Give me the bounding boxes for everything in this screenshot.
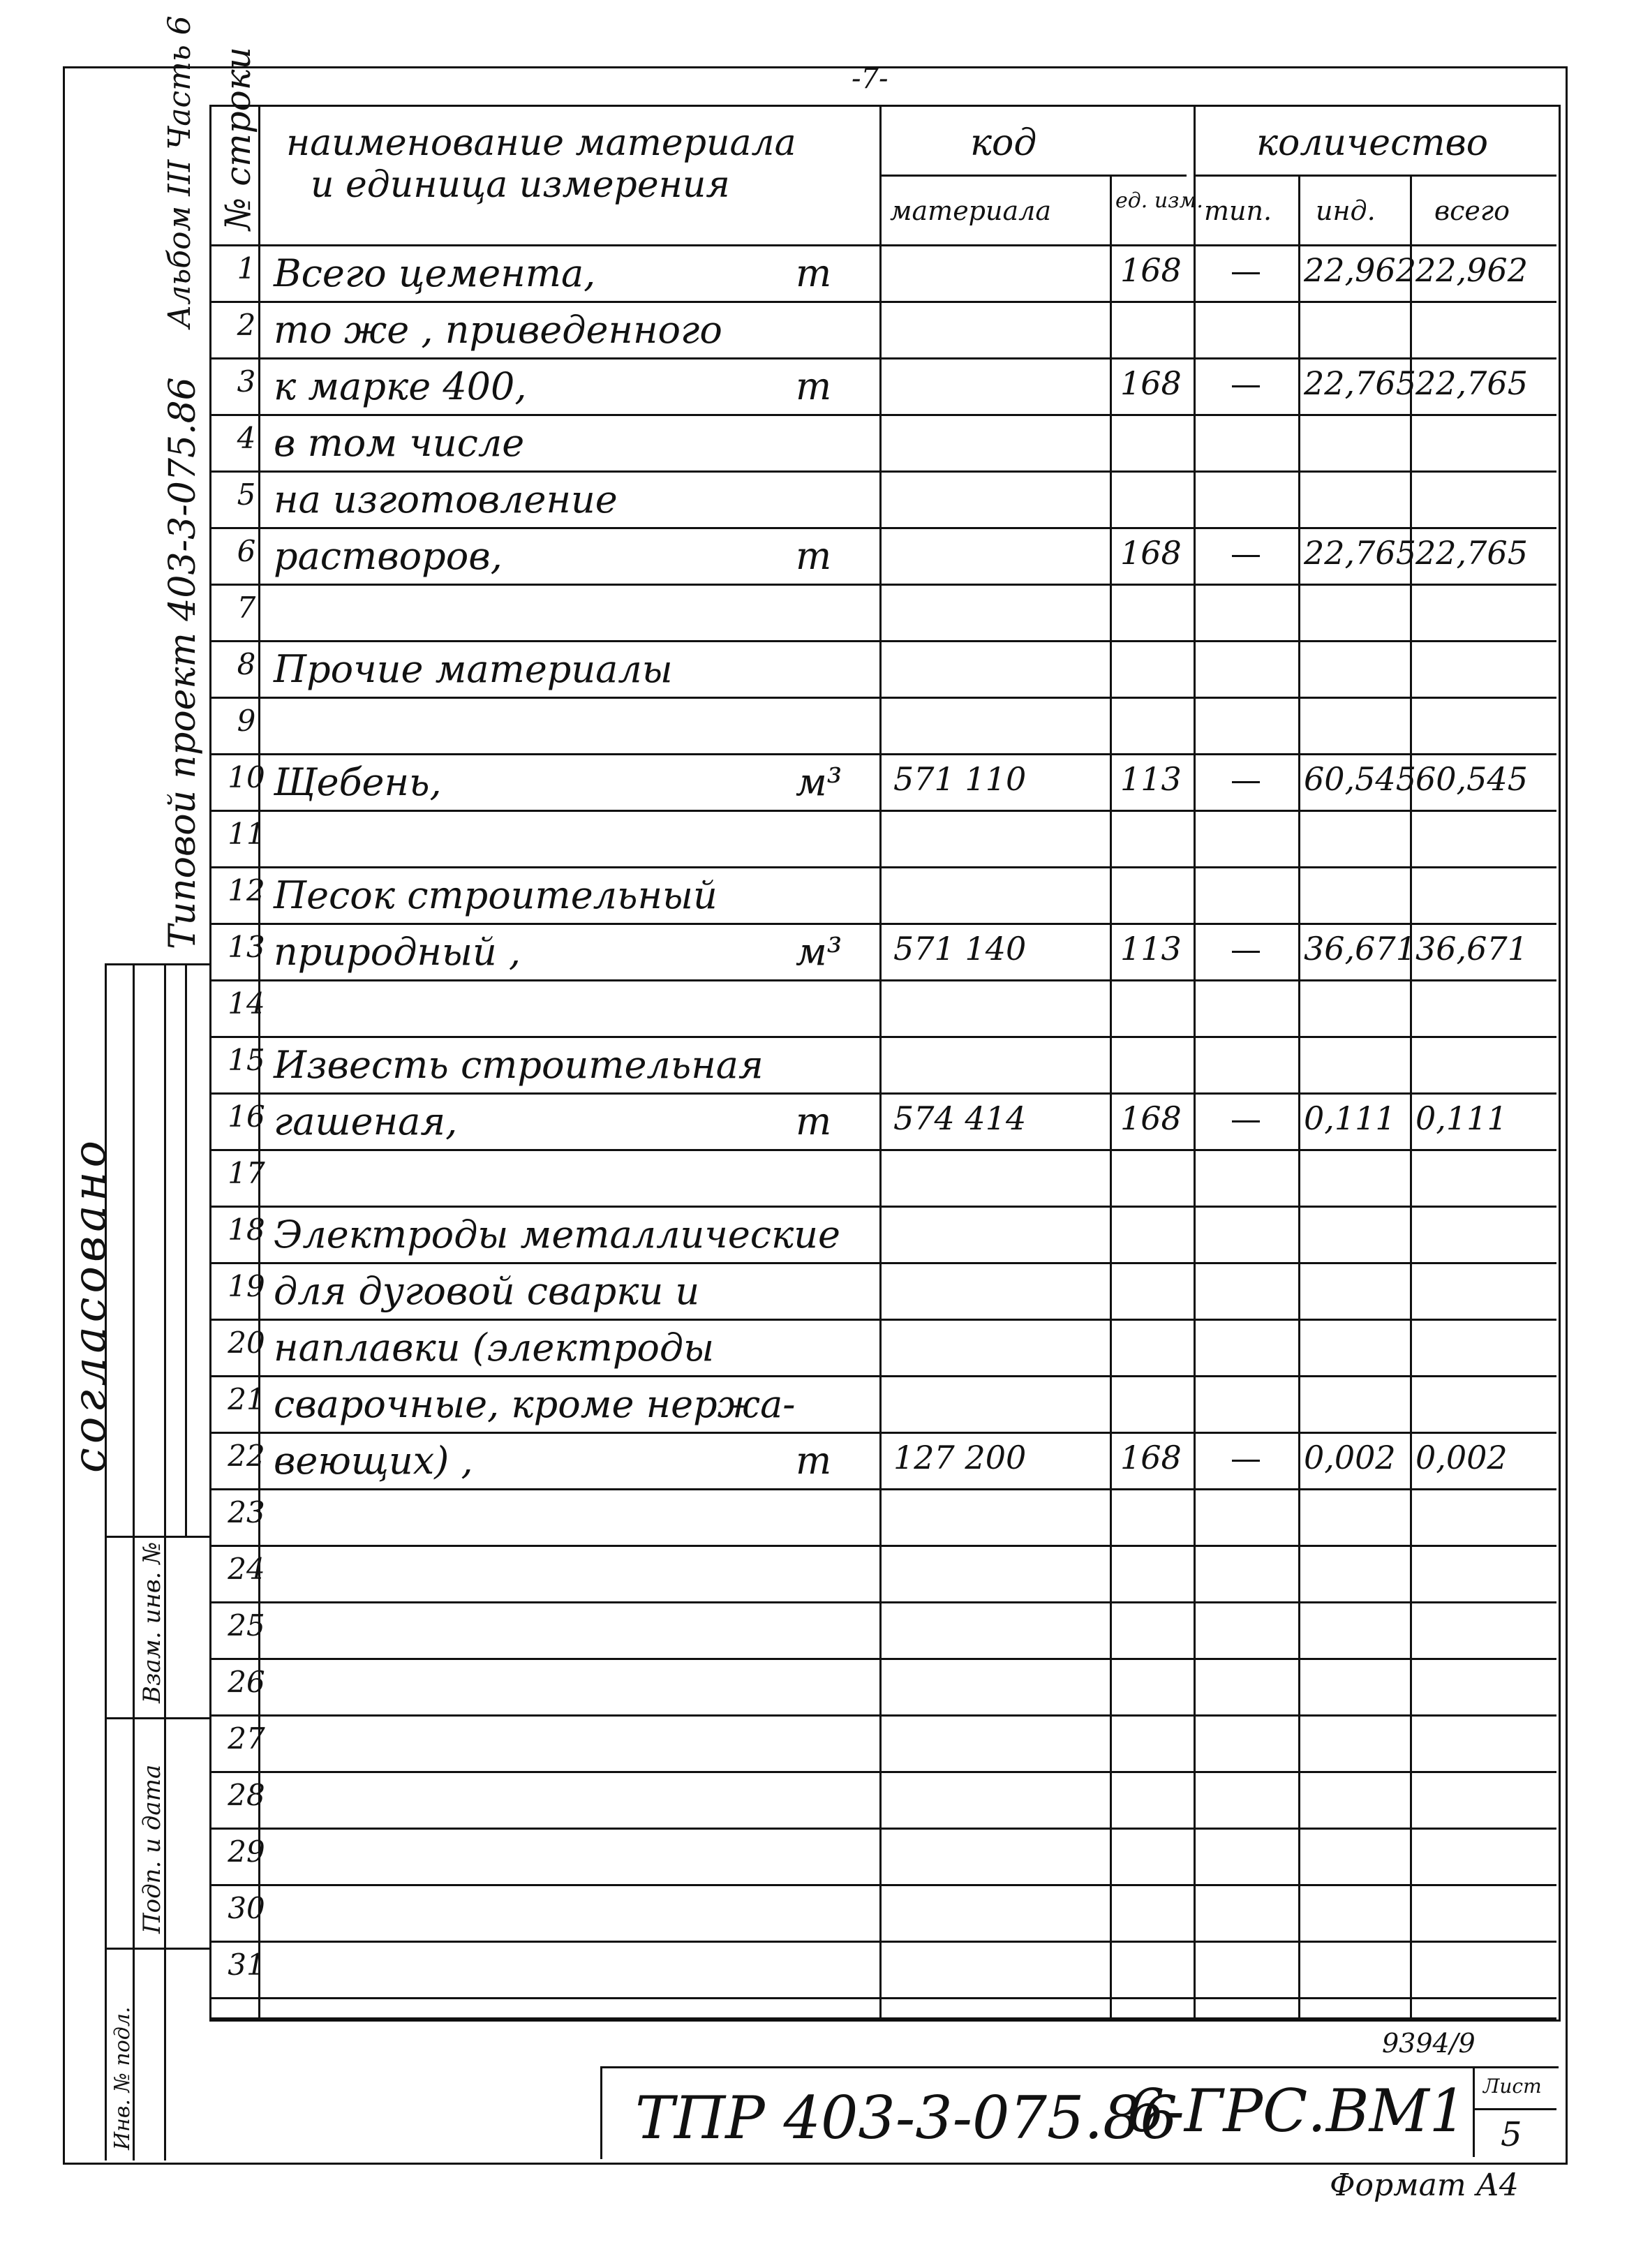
qty-typical — [1232, 385, 1260, 387]
material-name: в том числе — [274, 421, 525, 465]
qty-individual: 0,002 — [1304, 1439, 1396, 1476]
row-divider — [209, 923, 1556, 925]
unit: т — [796, 1439, 832, 1483]
stamp-doc-number: 9394/9 — [1382, 2028, 1476, 2059]
unit: т — [796, 1099, 832, 1143]
row-divider — [209, 1432, 1556, 1434]
unit-code: 168 — [1120, 1099, 1182, 1137]
row-divider — [209, 1545, 1556, 1547]
row-divider — [209, 584, 1556, 586]
material-name: Всего цемента, — [274, 251, 596, 295]
qty-total: 22,962 — [1415, 251, 1528, 289]
row-number: 8 — [237, 647, 256, 681]
header-qty-typ: тип. — [1204, 195, 1272, 226]
row-number: 9 — [237, 704, 256, 738]
col-divider-4 — [1194, 105, 1196, 2017]
margin-line-2 — [133, 963, 135, 2160]
row-number: 24 — [228, 1552, 265, 1586]
row-divider — [209, 1149, 1556, 1151]
qty-total: 60,545 — [1415, 760, 1528, 798]
page-number: -7- — [852, 63, 889, 95]
unit-code: 168 — [1120, 251, 1182, 289]
row-number: 11 — [228, 817, 265, 851]
qty-individual: 22,765 — [1304, 364, 1416, 402]
header-subdivider-code — [879, 175, 1187, 177]
row-number: 21 — [228, 1382, 265, 1416]
side-inv-orig: Инв. № подл. — [110, 2006, 135, 2150]
row-divider — [209, 357, 1556, 360]
material-name: Известь строительная — [274, 1043, 764, 1087]
unit: м³ — [796, 760, 842, 804]
row-number: 1 — [237, 251, 256, 286]
qty-individual: 36,671 — [1304, 930, 1416, 968]
margin-line-4 — [185, 963, 187, 1536]
unit: т — [796, 534, 832, 578]
material-name: Щебень, — [274, 760, 442, 804]
material-name: Электроды металлические — [274, 1213, 841, 1257]
row-divider — [209, 1206, 1556, 1208]
margin-inv-line — [105, 1717, 209, 1719]
row-divider — [209, 527, 1556, 529]
material-name: гашеная, — [274, 1099, 458, 1143]
side-inv-dup: Взам. инв. № — [138, 1541, 166, 1703]
header-material-name-1: наименование материала — [286, 122, 796, 164]
material-name: веющих) , — [274, 1439, 473, 1483]
row-divider — [209, 301, 1556, 303]
row-divider — [209, 753, 1556, 755]
material-name: Песок строительный — [274, 873, 718, 917]
unit-code: 168 — [1120, 534, 1182, 572]
row-number: 27 — [228, 1721, 265, 1756]
qty-total: 22,765 — [1415, 364, 1528, 402]
material-name: на изготовление — [274, 477, 618, 521]
row-number: 17 — [228, 1156, 265, 1190]
qty-typical — [1232, 272, 1260, 274]
qty-typical — [1232, 1120, 1260, 1122]
row-number: 26 — [228, 1665, 265, 1699]
row-divider — [209, 1658, 1556, 1660]
material-name: наплавки (электроды — [274, 1326, 715, 1370]
row-number: 16 — [228, 1099, 265, 1134]
header-code: код — [970, 122, 1037, 164]
unit: м³ — [796, 930, 842, 974]
stamp-sheet-divider — [1473, 2066, 1475, 2157]
unit-code: 168 — [1120, 364, 1182, 402]
qty-total: 36,671 — [1415, 930, 1528, 968]
row-number: 2 — [237, 308, 256, 342]
row-divider — [209, 1092, 1556, 1095]
material-name: Прочие материалы — [274, 647, 673, 691]
row-divider — [209, 979, 1556, 981]
unit-code: 168 — [1120, 1439, 1182, 1476]
qty-typical — [1232, 951, 1260, 953]
row-divider — [209, 1997, 1556, 1999]
qty-typical — [1232, 1460, 1260, 1462]
qty-total: 22,765 — [1415, 534, 1528, 572]
row-number: 7 — [237, 591, 256, 625]
stamp-format: Формат А4 — [1330, 2167, 1519, 2203]
row-number: 13 — [228, 930, 265, 964]
margin-mid-line — [105, 1536, 209, 1538]
qty-individual: 60,545 — [1304, 760, 1416, 798]
unit: т — [796, 251, 832, 295]
qty-total: 0,111 — [1415, 1099, 1508, 1137]
row-divider — [209, 1714, 1556, 1717]
col-divider-5 — [1298, 175, 1300, 2017]
col-divider-3 — [1110, 175, 1112, 2017]
row-number: 31 — [228, 1948, 265, 1982]
material-name: растворов, — [274, 534, 503, 578]
material-code: 574 414 — [893, 1099, 1027, 1137]
row-number: 4 — [237, 421, 256, 455]
row-number: 15 — [228, 1043, 265, 1077]
row-divider — [209, 810, 1556, 812]
header-qty-total: всего — [1434, 195, 1510, 226]
material-name: для дуговой сварки и — [274, 1269, 700, 1313]
margin-sign-line — [105, 1948, 209, 1950]
row-divider — [209, 470, 1556, 473]
material-name: природный , — [274, 930, 521, 974]
row-number: 28 — [228, 1778, 265, 1812]
material-name: к марке 400, — [274, 364, 527, 408]
material-code: 571 140 — [893, 930, 1027, 968]
header-row-no: № строки — [218, 47, 258, 230]
material-name: то же , приведенного — [274, 308, 722, 352]
header-quantity: количество — [1256, 122, 1489, 164]
col-divider-6 — [1410, 175, 1412, 2017]
row-number: 29 — [228, 1835, 265, 1869]
row-divider — [209, 1601, 1556, 1603]
row-divider — [209, 1884, 1556, 1886]
row-number: 6 — [237, 534, 256, 568]
row-number: 22 — [228, 1439, 265, 1473]
col-divider-2 — [879, 105, 882, 2017]
qty-individual: 22,962 — [1304, 251, 1416, 289]
row-number: 30 — [228, 1891, 265, 1925]
row-number: 19 — [228, 1269, 265, 1303]
row-divider — [209, 1036, 1556, 1038]
header-qty-ind: инд. — [1316, 195, 1376, 226]
qty-typical — [1232, 781, 1260, 783]
row-divider — [209, 414, 1556, 416]
unit-code: 113 — [1120, 930, 1182, 968]
margin-top-line — [105, 963, 209, 965]
side-album: Альбом III Часть 6 — [162, 15, 198, 328]
qty-individual: 22,765 — [1304, 534, 1416, 572]
header-subdivider-qty — [1194, 175, 1556, 177]
stamp-top-line — [209, 2017, 1556, 2019]
row-number: 3 — [237, 364, 256, 399]
row-number: 10 — [228, 760, 265, 794]
side-sign-date: Подп. и дата — [138, 1764, 166, 1934]
row-divider — [209, 1262, 1556, 1264]
row-number: 20 — [228, 1326, 265, 1360]
qty-typical — [1232, 555, 1260, 557]
qty-individual: 0,111 — [1304, 1099, 1396, 1137]
row-divider — [209, 1375, 1556, 1377]
side-agreed: согласовано — [64, 1136, 116, 1473]
stamp-sheet-line — [1473, 2108, 1556, 2110]
row-divider — [209, 1828, 1556, 1830]
qty-total: 0,002 — [1415, 1439, 1508, 1476]
row-number: 5 — [237, 477, 256, 512]
header-code-unit: ед. изм. — [1115, 188, 1203, 213]
stamp-sheet-number: 5 — [1501, 2115, 1522, 2154]
row-number: 14 — [228, 986, 265, 1021]
row-divider — [209, 1941, 1556, 1943]
row-divider — [209, 697, 1556, 699]
stamp-mark: 6-ГРС.ВМ1 — [1127, 2077, 1467, 2145]
row-divider — [209, 640, 1556, 642]
row-number: 12 — [228, 873, 265, 907]
side-project: Типовой проект 403-3-075.86 — [162, 377, 204, 949]
row-number: 18 — [228, 1213, 265, 1247]
stamp-sheet-label: Лист — [1483, 2075, 1542, 2098]
row-divider — [209, 866, 1556, 868]
row-number: 23 — [228, 1495, 265, 1529]
row-divider — [209, 1488, 1556, 1490]
material-name: сварочные, кроме нержа- — [274, 1382, 796, 1426]
header-bottom-line — [209, 244, 1556, 246]
header-material-name-2: и единица измерения — [311, 164, 730, 206]
unit: т — [796, 364, 832, 408]
stamp-title-code: ТПР 403-3-075.86 — [635, 2084, 1177, 2152]
unit-code: 113 — [1120, 760, 1182, 798]
material-code: 571 110 — [893, 760, 1027, 798]
row-divider — [209, 1771, 1556, 1773]
row-divider — [209, 1319, 1556, 1321]
header-code-material: материала — [890, 195, 1051, 226]
material-code: 127 200 — [893, 1439, 1027, 1476]
row-number: 25 — [228, 1608, 265, 1643]
